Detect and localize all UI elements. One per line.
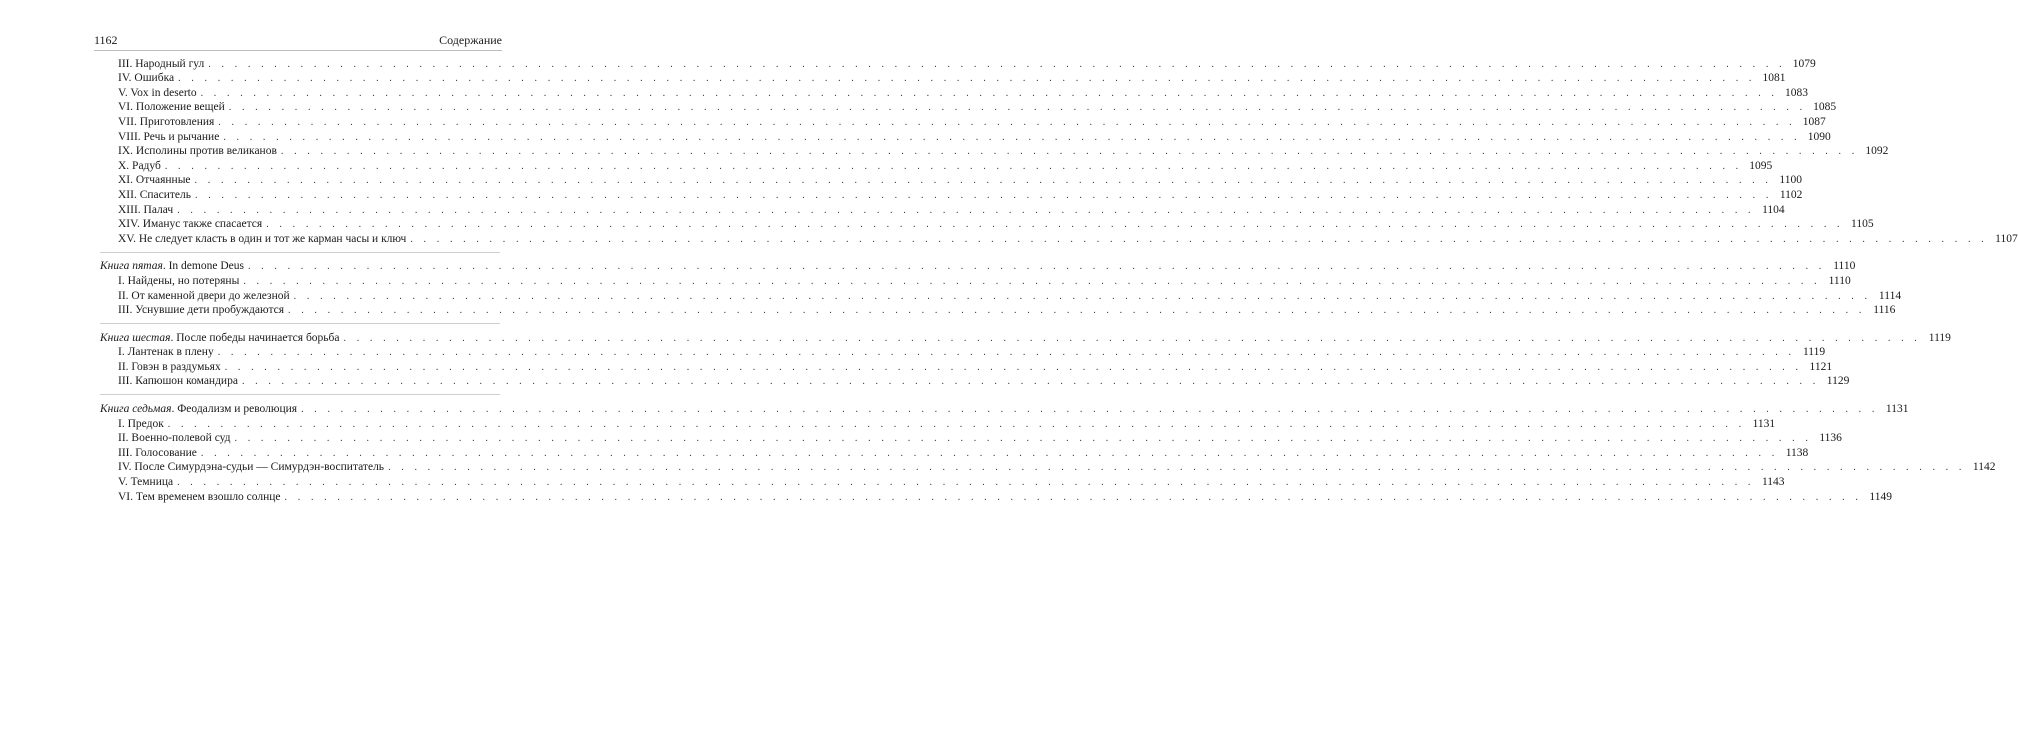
toc-entry-page: 1085: [1813, 101, 1837, 114]
toc-entry-title: III. Народный гул: [118, 57, 205, 70]
toc-leader-dots: . . . . . . . . . . . . . . . . . . . . . . . . . . . . . . . . . . . . . . . . . . . . . . . . . . . . . . . . . . . . . . . . . . . . . . . . . . . . . . . . . . . . . . . . . . . . . . . . . . . . . . . . . . . . . . . . . . . . . . . .: [243, 275, 1821, 287]
toc-entry[interactable]: [100, 303, 1896, 318]
toc-entry-page: 1116: [1873, 304, 1896, 317]
toc-entry-page: 1149: [1869, 490, 1892, 503]
toc-entry-title: XI. Отчаянные: [118, 174, 191, 187]
toc-entry-title: VI. Тем временем взошло солнце: [118, 490, 281, 503]
toc-leader-dots: . . . . . . . . . . . . . . . . . . . . . . . . . . . . . . . . . . . . . . . . . . . . . . . . . . . . . . . . . . . . . . . . . . . . . . . . . . . . . . . . . . . . . . . . . . . . . . . . . . . . . . . . . . . . . . . . . . . . . . . .: [195, 189, 1773, 201]
toc-leader-dots: . . . . . . . . . . . . . . . . . . . . . . . . . . . . . . . . . . . . . . . . . . . . . . . . . . . . . . . . . . . . . . . . . . . . . . . . . . . . . . . . . . . . . . . . . . . . . . . . . . . . . . . . . . . . . . . . . . . . . . . .: [410, 233, 1988, 245]
toc-book-label: Книга пятая: [100, 260, 163, 273]
toc-leader-dots: . . . . . . . . . . . . . . . . . . . . . . . . . . . . . . . . . . . . . . . . . . . . . . . . . . . . . . . . . . . . . . . . . . . . . . . . . . . . . . . . . . . . . . . . . . . . . . . . . . . . . . . . . . . . . . . . . . . . . . . .: [343, 332, 1921, 344]
toc-book-five: [100, 252, 1902, 317]
toc-entry[interactable]: [100, 202, 1785, 217]
toc-entry-title: XIV. Иманус также спасается: [118, 218, 263, 231]
toc-leader-dots: . . . . . . . . . . . . . . . . . . . . . . . . . . . . . . . . . . . . . . . . . . . . . . . . . . . . . . . . . . . . . . . . . . . . . . . . . . . . . . . . . . . . . . . . . . . . . . . . . . . . . . . . . . . . . . . . . . . . . . . .: [234, 433, 1812, 445]
toc-leader-dots: . . . . . . . . . . . . . . . . . . . . . . . . . . . . . . . . . . . . . . . . . . . . . . . . . . . . . . . . . . . . . . . . . . . . . . . . . . . . . . . . . . . . . . . . . . . . . . . . . . . . . . . . . . . . . . . . . . . . . . . .: [224, 361, 1803, 373]
toc-leader-dots: . . . . . . . . . . . . . . . . . . . . . . . . . . . . . . . . . . . . . . . . . . . . . . . . . . . . . . . . . . . . . . . . . . . . . . . . . . . . . . . . . . . . . . . . . . . . . . . . . . . . . . . . . . . . . . . . . . . . . . . .: [223, 131, 1801, 143]
toc-leader-dots: . . . . . . . . . . . . . . . . . . . . . . . . . . . . . . . . . . . . . . . . . . . . . . . . . . . . . . . . . . . . . . . . . . . . . . . . . . . . . . . . . . . . . . . . . . . . . . . . . . . . . . . . . . . . . . . . . . . . . . . .: [280, 146, 1859, 158]
toc-entry[interactable]: [100, 273, 1851, 288]
toc-entry[interactable]: [100, 85, 1808, 100]
toc-entry-page: 1092: [1865, 145, 1889, 158]
toc-entry-title: V. Vox in deserto: [118, 86, 197, 99]
toc-leader-dots: . . . . . . . . . . . . . . . . . . . . . . . . . . . . . . . . . . . . . . . . . . . . . . . . . . . . . . . . . . . . . . . . . . . . . . . . . . . . . . . . . . . . . . . . . . . . . . . . . . . . . . . . . . . . . . . . . . . . . . . .: [217, 347, 1796, 359]
toc-entry-title: V. Темница: [118, 476, 174, 489]
toc-leader-dots: . . . . . . . . . . . . . . . . . . . . . . . . . . . . . . . . . . . . . . . . . . . . . . . . . . . . . . . . . . . . . . . . . . . . . . . . . . . . . . . . . . . . . . . . . . . . . . . . . . . . . . . . . . . . . . . . . . . . . . . .: [241, 376, 1820, 388]
toc-entry[interactable]: [100, 173, 1802, 188]
page-number: 1162: [94, 33, 118, 47]
toc-book-title: [100, 402, 301, 416]
toc-entry[interactable]: [100, 71, 1786, 86]
toc-entry[interactable]: [100, 231, 2018, 246]
toc-entry-title: II. Говэн в раздумьях: [118, 360, 221, 373]
toc-entry-title: IV. После Симурдэна-судьи — Симурдэн-воспитатель: [118, 461, 385, 474]
toc-entry-page: 1114: [1878, 289, 1902, 302]
toc-entry-page: 1104: [1762, 203, 1785, 216]
toc-book-heading[interactable]: [100, 259, 1856, 274]
toc-entry-page: 1142: [1972, 461, 1996, 474]
toc-entry-page: 1105: [1851, 218, 1874, 231]
toc-leader-dots: . . . . . . . . . . . . . . . . . . . . . . . . . . . . . . . . . . . . . . . . . . . . . . . . . . . . . . . . . . . . . . . . . . . . . . . . . . . . . . . . . . . . . . . . . . . . . . . . . . . . . . . . . . . . . . . . . . . . . . . .: [228, 102, 1807, 114]
toc-entry[interactable]: [100, 374, 1850, 389]
toc-entry-title: II. От каменной двери до железной: [118, 289, 290, 302]
toc-entry-page: 1136: [1819, 432, 1842, 445]
toc-entry-title: I. Лантенак в плену: [118, 346, 214, 359]
toc-entry[interactable]: [100, 187, 1803, 202]
toc-entry[interactable]: [100, 359, 1833, 374]
toc-leader-dots: . . . . . . . . . . . . . . . . . . . . . . . . . . . . . . . . . . . . . . . . . . . . . . . . . . . . . . . . . . . . . . . . . . . . . . . . . . . . . . . . . . . . . . . . . . . . . . . . . . . . . . . . . . . . . . . . . . . . . . . .: [164, 160, 1743, 172]
toc-entry-page: 1081: [1762, 72, 1786, 85]
toc-leader-dots: . . . . . . . . . . . . . . . . . . . . . . . . . . . . . . . . . . . . . . . . . . . . . . . . . . . . . . . . . . . . . . . . . . . . . . . . . . . . . . . . . . . . . . . . . . . . . . . . . . . . . . . . . . . . . . . . . . . . . . . .: [200, 447, 1779, 459]
toc-entry-page: 1129: [1826, 375, 1850, 388]
toc-entry-title: I. Предок: [118, 417, 164, 430]
toc-entry-title: VIII. Речь и рычание: [118, 130, 220, 143]
toc-entry[interactable]: [100, 460, 1996, 475]
toc-leader-dots: . . . . . . . . . . . . . . . . . . . . . . . . . . . . . . . . . . . . . . . . . . . . . . . . . . . . . . . . . . . . . . . . . . . . . . . . . . . . . . . . . . . . . . . . . . . . . . . . . . . . . . . . . . . . . . . . . . . . . . . .: [208, 58, 1786, 70]
toc-entry-page: 1110: [1828, 274, 1851, 287]
toc-entry[interactable]: [100, 288, 1902, 303]
toc-entry[interactable]: [100, 445, 1809, 460]
toc-book-seven: [100, 394, 1996, 503]
toc-book-subtitle: . In demone Deus: [162, 260, 244, 273]
toc-leader-dots: . . . . . . . . . . . . . . . . . . . . . . . . . . . . . . . . . . . . . . . . . . . . . . . . . . . . . . . . . . . . . . . . . . . . . . . . . . . . . . . . . . . . . . . . . . . . . . . . . . . . . . . . . . . . . . . . . . . . . . . .: [177, 477, 1755, 489]
toc-entry-title: X. Радуб: [118, 159, 161, 172]
toc-entry-title: VII. Приготовления: [118, 115, 215, 128]
toc-entry-page: 1079: [1792, 57, 1816, 70]
toc-entry-page: 1095: [1749, 159, 1773, 172]
toc-entry-title: III. Уснувшие дети пробуждаются: [118, 304, 285, 317]
toc-leader-dots: . . . . . . . . . . . . . . . . . . . . . . . . . . . . . . . . . . . . . . . . . . . . . . . . . . . . . . . . . . . . . . . . . . . . . . . . . . . . . . . . . . . . . . . . . . . . . . . . . . . . . . . . . . . . . . . . . . . . . . . .: [218, 116, 1796, 128]
toc-book-heading[interactable]: [100, 330, 1951, 345]
toc-entry-title: XIII. Палач: [118, 203, 174, 216]
toc-leader-dots: . . . . . . . . . . . . . . . . . . . . . . . . . . . . . . . . . . . . . . . . . . . . . . . . . . . . . . . . . . . . . . . . . . . . . . . . . . . . . . . . . . . . . . . . . . . . . . . . . . . . . . . . . . . . . . . . . . . . . . . .: [284, 491, 1862, 503]
toc-entry-title: II. Военно-полевой суд: [118, 432, 231, 445]
toc-leader-dots: . . . . . . . . . . . . . . . . . . . . . . . . . . . . . . . . . . . . . . . . . . . . . . . . . . . . . . . . . . . . . . . . . . . . . . . . . . . . . . . . . . . . . . . . . . . . . . . . . . . . . . . . . . . . . . . . . . . . . . . .: [177, 204, 1755, 216]
toc-entry-page: 1102: [1779, 188, 1803, 201]
toc-leader-dots: . . . . . . . . . . . . . . . . . . . . . . . . . . . . . . . . . . . . . . . . . . . . . . . . . . . . . . . . . . . . . . . . . . . . . . . . . . . . . . . . . . . . . . . . . . . . . . . . . . . . . . . . . . . . . . . . . . . . . . . .: [167, 418, 1746, 430]
toc-leader-dots: . . . . . . . . . . . . . . . . . . . . . . . . . . . . . . . . . . . . . . . . . . . . . . . . . . . . . . . . . . . . . . . . . . . . . . . . . . . . . . . . . . . . . . . . . . . . . . . . . . . . . . . . . . . . . . . . . . . . . . . .: [288, 305, 1866, 317]
toc-entry[interactable]: [100, 56, 1816, 71]
toc-leader-dots: . . . . . . . . . . . . . . . . . . . . . . . . . . . . . . . . . . . . . . . . . . . . . . . . . . . . . . . . . . . . . . . . . . . . . . . . . . . . . . . . . . . . . . . . . . . . . . . . . . . . . . . . . . . . . . . . . . . . . . . .: [266, 219, 1844, 231]
toc-entry-title: III. Голосование: [118, 446, 197, 459]
toc-book-subtitle: . Феодализм и революция: [171, 403, 298, 416]
toc-entry-page: 1119: [1802, 346, 1826, 359]
toc-entry[interactable]: [100, 114, 1826, 129]
toc-entry-title: VI. Положение вещей: [118, 101, 225, 114]
toc-leader-dots: . . . . . . . . . . . . . . . . . . . . . . . . . . . . . . . . . . . . . . . . . . . . . . . . . . . . . . . . . . . . . . . . . . . . . . . . . . . . . . . . . . . . . . . . . . . . . . . . . . . . . . . . . . . . . . . . . . . . . . . .: [194, 175, 1772, 187]
toc-book-page: 1110: [1833, 260, 1856, 273]
toc-entry-page: 1083: [1785, 86, 1808, 99]
table-of-contents: [100, 56, 2018, 504]
toc-entry-page: 1143: [1761, 476, 1785, 489]
toc-entry[interactable]: [100, 431, 1842, 446]
header-rule: [94, 50, 502, 51]
toc-leader-dots: . . . . . . . . . . . . . . . . . . . . . . . . . . . . . . . . . . . . . . . . . . . . . . . . . . . . . . . . . . . . . . . . . . . . . . . . . . . . . . . . . . . . . . . . . . . . . . . . . . . . . . . . . . . . . . . . . . . . . . . .: [200, 87, 1778, 99]
toc-entry-title: XV. Не следует класть в один и тот же карман часы и ключ: [118, 232, 407, 245]
toc-entry-page: 1121: [1809, 360, 1833, 373]
toc-leader-dots: . . . . . . . . . . . . . . . . . . . . . . . . . . . . . . . . . . . . . . . . . . . . . . . . . . . . . . . . . . . . . . . . . . . . . . . . . . . . . . . . . . . . . . . . . . . . . . . . . . . . . . . . . . . . . . . . . . . . . . . .: [301, 404, 1879, 416]
toc-entry[interactable]: [100, 489, 1892, 504]
running-title: Содержание: [439, 33, 502, 47]
toc-book-title: [100, 331, 344, 345]
toc-entry-page: 1087: [1802, 115, 1826, 128]
toc-entry-page: 1131: [1752, 417, 1776, 430]
toc-entry[interactable]: [100, 217, 1874, 232]
toc-book-label: Книга седьмая: [100, 403, 172, 416]
toc-entry[interactable]: [100, 158, 1773, 173]
toc-entry[interactable]: [100, 100, 1837, 115]
toc-entry-page: 1138: [1785, 446, 1809, 459]
toc-entry-page: 1107: [1995, 232, 2018, 245]
toc-entry-title: XII. Спаситель: [118, 188, 192, 201]
toc-book-subtitle: . После победы начинается борьба: [170, 331, 340, 344]
toc-entry[interactable]: [100, 474, 1785, 489]
toc-entry-title: IX. Исполины против великанов: [118, 145, 277, 158]
toc-book-title: [100, 259, 248, 273]
toc-entry-page: 1090: [1807, 130, 1831, 143]
toc-book-heading[interactable]: [100, 401, 1909, 416]
toc-book-page: 1119: [1928, 331, 1951, 344]
toc-entry[interactable]: [100, 129, 1831, 144]
toc-leader-dots: . . . . . . . . . . . . . . . . . . . . . . . . . . . . . . . . . . . . . . . . . . . . . . . . . . . . . . . . . . . . . . . . . . . . . . . . . . . . . . . . . . . . . . . . . . . . . . . . . . . . . . . . . . . . . . . . . . . . . . . .: [178, 73, 1756, 85]
toc-entry[interactable]: [100, 345, 1826, 360]
toc-book-page: 1131: [1885, 403, 1909, 416]
toc-entry-page: 1100: [1779, 174, 1802, 187]
toc-entry[interactable]: [100, 144, 1889, 159]
toc-entry-title: III. Капюшон командира: [118, 375, 238, 388]
toc-book-continued: [100, 56, 2018, 246]
toc-book-six: [100, 323, 1951, 388]
toc-leader-dots: . . . . . . . . . . . . . . . . . . . . . . . . . . . . . . . . . . . . . . . . . . . . . . . . . . . . . . . . . . . . . . . . . . . . . . . . . . . . . . . . . . . . . . . . . . . . . . . . . . . . . . . . . . . . . . . . . . . . . . . .: [247, 261, 1826, 273]
toc-entry-title: I. Найдены, но потеряны: [118, 274, 240, 287]
toc-book-label: Книга шестая: [100, 331, 171, 344]
page-header: [94, 32, 502, 48]
toc-entry-title: IV. Ошибка: [118, 72, 175, 85]
toc-leader-dots: . . . . . . . . . . . . . . . . . . . . . . . . . . . . . . . . . . . . . . . . . . . . . . . . . . . . . . . . . . . . . . . . . . . . . . . . . . . . . . . . . . . . . . . . . . . . . . . . . . . . . . . . . . . . . . . . . . . . . . . .: [388, 462, 1966, 474]
toc-leader-dots: . . . . . . . . . . . . . . . . . . . . . . . . . . . . . . . . . . . . . . . . . . . . . . . . . . . . . . . . . . . . . . . . . . . . . . . . . . . . . . . . . . . . . . . . . . . . . . . . . . . . . . . . . . . . . . . . . . . . . . . .: [293, 290, 1872, 302]
toc-entry[interactable]: [100, 416, 1776, 431]
